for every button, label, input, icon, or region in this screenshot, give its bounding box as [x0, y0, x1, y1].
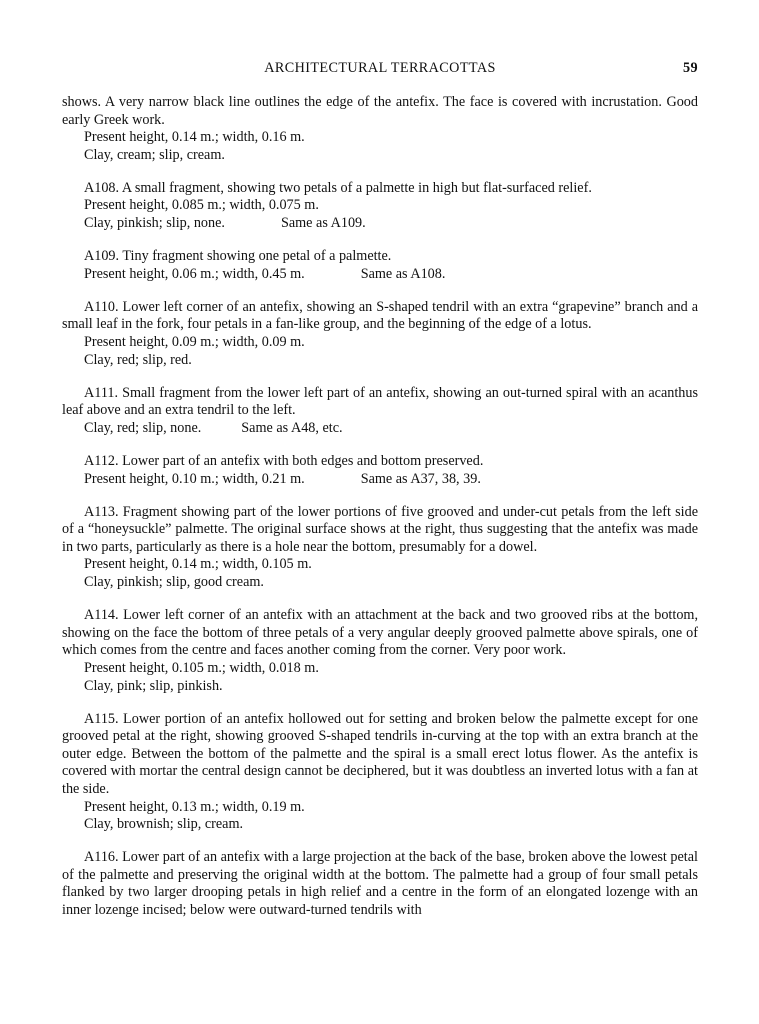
- clay-slip: Clay, brownish; slip, cream.: [84, 816, 244, 833]
- entry-a109: [62, 248, 698, 283]
- entry-text: A113. Fragment showing part of the lower portions of five grooved and under-cut petals from the left side of a “honeysuckle” palmette. The original surface shows at the right, thus suggesting that the antefix was made in two parts, particularly as there is a hole near the bottom, presumably for a dowel.: [62, 503, 698, 555]
- clay-slip: Clay, pinkish; slip, good cream.: [84, 574, 264, 591]
- page: [62, 60, 698, 935]
- page-number: 59: [683, 60, 698, 76]
- entry-text: A111. Small fragment from the lower left part of an antefix, showing an out-turned spiral with an acanthus leaf above and an extra tendril to the left.: [62, 384, 698, 419]
- entry-text: A109. Tiny fragment showing one petal of a palmette.: [84, 248, 392, 265]
- running-head: [62, 60, 698, 80]
- dimensions-row: [62, 471, 698, 489]
- entry-a110: [62, 299, 698, 369]
- dimensions: Present height, 0.14 m.; width, 0.16 m.: [84, 129, 305, 146]
- same-as-note: Same as A109.: [280, 215, 366, 232]
- dimensions: Present height, 0.14 m.; width, 0.105 m.: [84, 556, 312, 573]
- clay-slip: Clay, red; slip, red.: [84, 351, 192, 368]
- entry-text: A116. Lower part of an antefix with a large projection at the back of the base, broken above the lowest petal of the palmette and preserving the original width at the bottom. The palmette had a group of four small petals flanked by two larger drooping petals in high relief and a centre in the form of an elongated lozenge with an inner lozenge incised; below were outward-turned tendrils with: [62, 849, 698, 919]
- entry-a111: [62, 385, 698, 438]
- entry-text: A108. A small fragment, showing two petals of a palmette in high but flat-surfaced relief.: [84, 179, 592, 196]
- dimensions: Present height, 0.105 m.; width, 0.018 m.: [84, 659, 319, 676]
- same-as-note: Same as A48, etc.: [241, 419, 343, 436]
- entry-text: A110. Lower left corner of an antefix, showing an S-shaped tendril with an extra “grapevine” branch and a small leaf in the fork, four petals in a fan-like group, and the beginning of the edge of a lotus.: [62, 298, 698, 333]
- entry-text: shows. A very narrow black line outlines the edge of the antefix. The face is covered with incrustation. Good early Greek work.: [62, 94, 698, 128]
- running-title: ARCHITECTURAL TERRACOTTAS: [264, 60, 496, 76]
- entry-a113: [62, 504, 698, 592]
- dimensions-row: [62, 266, 698, 284]
- entry-text: A115. Lower portion of an antefix hollowed out for setting and broken below the palmette except for one grooved petal at the right, showing grooved S-shaped tendrils in-curving at the top with an extra branch at the outer edge. Between the bottom of the palmette and the spiral is a small erect lotus flower. As the antefix is covered with mortar the central design cannot be deciphered, but it was doubtless an inverted lotus with a fan at the side.: [62, 710, 698, 797]
- entry-a114: [62, 607, 698, 695]
- entry-a108: [62, 180, 698, 233]
- dimensions: Present height, 0.06 m.; width, 0.45 m.: [84, 265, 305, 282]
- entry-continuation: [62, 94, 698, 164]
- clay-slip-row: [62, 215, 698, 233]
- clay-slip: Clay, pink; slip, pinkish.: [84, 677, 223, 694]
- dimensions: Present height, 0.13 m.; width, 0.19 m.: [84, 798, 305, 815]
- entry-text: A114. Lower left corner of an antefix with an attachment at the back and two grooved ribs at the bottom, showing on the face the bottom of three petals of a very angular deeply grooved palmette above spirals, one of which comes from the centre and faces another coming from the corner. Very poor work.: [62, 607, 698, 659]
- same-as-note: Same as A108.: [360, 265, 446, 282]
- entry-text: A112. Lower part of an antefix with both edges and bottom preserved.: [84, 453, 484, 469]
- clay-slip: Clay, pinkish; slip, none.: [84, 215, 225, 232]
- clay-slip-row: [62, 420, 698, 438]
- clay-slip: Clay, red; slip, none.: [84, 419, 202, 436]
- entry-a115: [62, 711, 698, 834]
- entry-a116: [62, 849, 698, 919]
- dimensions: Present height, 0.085 m.; width, 0.075 m.: [84, 197, 319, 214]
- dimensions: Present height, 0.10 m.; width, 0.21 m.: [84, 470, 305, 487]
- dimensions: Present height, 0.09 m.; width, 0.09 m.: [84, 334, 305, 351]
- same-as-note: Same as A37, 38, 39.: [360, 470, 481, 487]
- entry-a112: [62, 453, 698, 488]
- clay-slip: Clay, cream; slip, cream.: [84, 146, 225, 163]
